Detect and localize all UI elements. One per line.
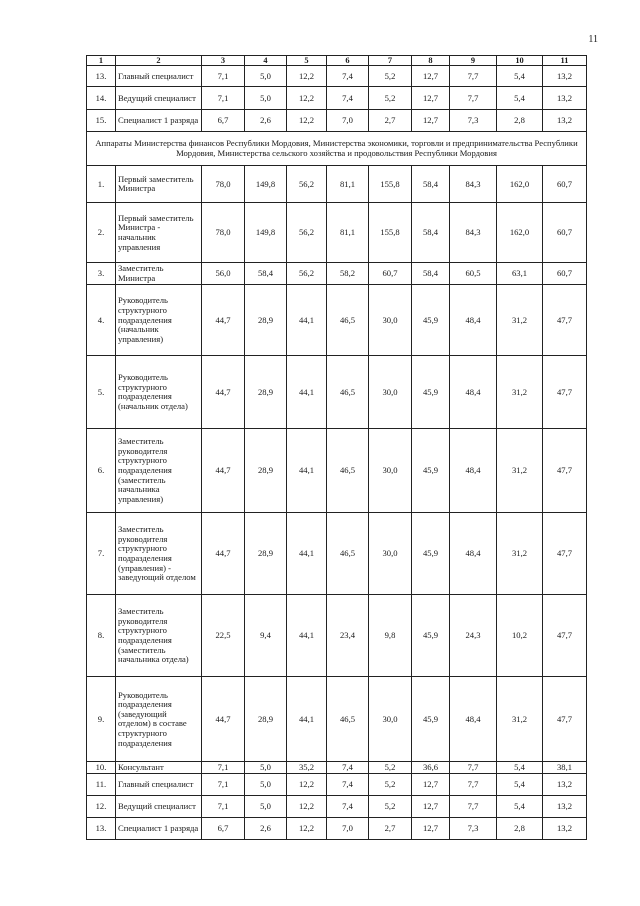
value-cell: 7,7 [450,66,497,87]
value-cell: 63,1 [497,263,543,285]
section-title: Аппараты Министерства финансов Республики Мордовия, Министерства экономики, торговли и предпринимательства Республики Мордовия, Министерства сельского хозяйства и продовольствия Республики Мордовия [87,132,587,166]
value-cell: 58,4 [412,263,450,285]
value-cell: 7,1 [202,87,245,110]
value-cell: 12,7 [412,796,450,818]
row-number: 12. [87,796,116,818]
value-cell: 7,7 [450,87,497,110]
value-cell: 2,8 [497,818,543,840]
value-cell: 7,4 [327,762,369,774]
value-cell: 9,4 [245,595,287,677]
value-cell: 31,2 [497,285,543,356]
value-cell: 7,4 [327,87,369,110]
position-title: Ведущий специалист [116,87,202,110]
table-row [87,263,587,285]
value-cell: 30,0 [369,513,412,595]
value-cell: 45,9 [412,595,450,677]
value-cell: 44,7 [202,356,245,429]
value-cell: 7,1 [202,66,245,87]
value-cell: 5,4 [497,774,543,796]
row-number: 14. [87,87,116,110]
value-cell: 48,4 [450,285,497,356]
value-cell: 155,8 [369,166,412,203]
table-row [87,285,587,356]
value-cell: 149,8 [245,203,287,263]
value-cell: 30,0 [369,677,412,762]
value-cell: 5,4 [497,762,543,774]
value-cell: 7,1 [202,762,245,774]
value-cell: 47,7 [543,429,587,513]
value-cell: 44,1 [287,285,327,356]
salary-table [86,55,587,840]
value-cell: 44,1 [287,513,327,595]
value-cell: 56,0 [202,263,245,285]
value-cell: 47,7 [543,285,587,356]
row-number: 9. [87,677,116,762]
value-cell: 78,0 [202,203,245,263]
value-cell: 45,9 [412,356,450,429]
column-number: 3 [202,56,245,66]
row-number: 2. [87,203,116,263]
value-cell: 44,1 [287,677,327,762]
value-cell: 5,0 [245,774,287,796]
value-cell: 2,7 [369,818,412,840]
value-cell: 30,0 [369,285,412,356]
row-number: 8. [87,595,116,677]
value-cell: 28,9 [245,285,287,356]
value-cell: 2,6 [245,818,287,840]
row-number: 10. [87,762,116,774]
value-cell: 48,4 [450,513,497,595]
position-title: Заместитель руководителя структурного подразделения (заместитель начальника отдела) [116,595,202,677]
value-cell: 5,0 [245,66,287,87]
value-cell: 31,2 [497,429,543,513]
value-cell: 28,9 [245,356,287,429]
value-cell: 60,7 [543,203,587,263]
position-title: Заместитель Министра [116,263,202,285]
column-number: 1 [87,56,116,66]
value-cell: 7,1 [202,796,245,818]
row-number: 13. [87,66,116,87]
value-cell: 12,7 [412,87,450,110]
value-cell: 44,7 [202,677,245,762]
value-cell: 84,3 [450,203,497,263]
table-row [87,110,587,132]
column-number: 9 [450,56,497,66]
value-cell: 38,1 [543,762,587,774]
value-cell: 46,5 [327,285,369,356]
value-cell: 48,4 [450,356,497,429]
value-cell: 45,9 [412,285,450,356]
value-cell: 13,2 [543,110,587,132]
value-cell: 60,7 [543,263,587,285]
table-row [87,762,587,774]
row-number: 7. [87,513,116,595]
value-cell: 2,8 [497,110,543,132]
position-title: Специалист 1 разряда [116,110,202,132]
value-cell: 47,7 [543,513,587,595]
value-cell: 7,7 [450,762,497,774]
value-cell: 13,2 [543,818,587,840]
value-cell: 28,9 [245,513,287,595]
value-cell: 5,2 [369,762,412,774]
value-cell: 35,2 [287,762,327,774]
row-number: 15. [87,110,116,132]
value-cell: 7,3 [450,818,497,840]
column-number: 11 [543,56,587,66]
column-number: 2 [116,56,202,66]
value-cell: 28,9 [245,677,287,762]
value-cell: 5,2 [369,796,412,818]
value-cell: 162,0 [497,203,543,263]
table-row [87,429,587,513]
row-number: 11. [87,774,116,796]
position-title: Заместитель руководителя структурного подразделения (управления) - заведующий отделом [116,513,202,595]
column-number-header [87,56,587,66]
row-number: 6. [87,429,116,513]
value-cell: 56,2 [287,263,327,285]
column-number: 7 [369,56,412,66]
value-cell: 48,4 [450,429,497,513]
value-cell: 12,7 [412,110,450,132]
value-cell: 30,0 [369,429,412,513]
value-cell: 56,2 [287,203,327,263]
table-body [87,66,587,840]
value-cell: 2,6 [245,110,287,132]
table-row [87,595,587,677]
table-row [87,166,587,203]
position-title: Главный специалист [116,66,202,87]
value-cell: 7,3 [450,110,497,132]
value-cell: 45,9 [412,513,450,595]
page-number: 11 [588,34,598,45]
table-row [87,203,587,263]
value-cell: 47,7 [543,356,587,429]
value-cell: 155,8 [369,203,412,263]
value-cell: 46,5 [327,429,369,513]
value-cell: 5,2 [369,66,412,87]
column-number: 4 [245,56,287,66]
value-cell: 13,2 [543,774,587,796]
value-cell: 24,3 [450,595,497,677]
value-cell: 58,4 [245,263,287,285]
column-number: 8 [412,56,450,66]
value-cell: 149,8 [245,166,287,203]
value-cell: 9,8 [369,595,412,677]
value-cell: 45,9 [412,429,450,513]
position-title: Специалист 1 разряда [116,818,202,840]
table-row [87,356,587,429]
value-cell: 47,7 [543,595,587,677]
value-cell: 58,2 [327,263,369,285]
table-row [87,774,587,796]
value-cell: 5,4 [497,87,543,110]
value-cell: 6,7 [202,818,245,840]
value-cell: 12,2 [287,66,327,87]
value-cell: 12,7 [412,774,450,796]
position-title: Главный специалист [116,774,202,796]
value-cell: 58,4 [412,166,450,203]
value-cell: 23,4 [327,595,369,677]
value-cell: 2,7 [369,110,412,132]
value-cell: 12,2 [287,818,327,840]
value-cell: 58,4 [412,203,450,263]
row-number: 3. [87,263,116,285]
position-title: Ведущий специалист [116,796,202,818]
value-cell: 5,2 [369,774,412,796]
value-cell: 10,2 [497,595,543,677]
value-cell: 7,4 [327,796,369,818]
value-cell: 7,0 [327,818,369,840]
column-number: 5 [287,56,327,66]
value-cell: 60,7 [369,263,412,285]
value-cell: 44,7 [202,429,245,513]
position-title: Руководитель подразделения (заведующий отделом) в составе структурного подразделения [116,677,202,762]
value-cell: 5,4 [497,66,543,87]
value-cell: 5,0 [245,796,287,818]
value-cell: 46,5 [327,513,369,595]
value-cell: 5,0 [245,762,287,774]
value-cell: 81,1 [327,203,369,263]
value-cell: 13,2 [543,66,587,87]
table-row [87,677,587,762]
value-cell: 31,2 [497,513,543,595]
value-cell: 46,5 [327,677,369,762]
value-cell: 46,5 [327,356,369,429]
value-cell: 78,0 [202,166,245,203]
value-cell: 44,7 [202,513,245,595]
value-cell: 162,0 [497,166,543,203]
value-cell: 60,7 [543,166,587,203]
value-cell: 12,2 [287,110,327,132]
table-row [87,796,587,818]
value-cell: 6,7 [202,110,245,132]
value-cell: 44,1 [287,429,327,513]
position-title: Руководитель структурного подразделения (начальник управления) [116,285,202,356]
value-cell: 60,5 [450,263,497,285]
value-cell: 7,4 [327,66,369,87]
value-cell: 47,7 [543,677,587,762]
position-title: Первый заместитель Министра - начальник управления [116,203,202,263]
column-number: 10 [497,56,543,66]
value-cell: 5,2 [369,87,412,110]
value-cell: 22,5 [202,595,245,677]
value-cell: 7,0 [327,110,369,132]
value-cell: 13,2 [543,87,587,110]
value-cell: 44,1 [287,356,327,429]
value-cell: 31,2 [497,677,543,762]
value-cell: 48,4 [450,677,497,762]
value-cell: 12,7 [412,818,450,840]
value-cell: 30,0 [369,356,412,429]
value-cell: 5,4 [497,796,543,818]
value-cell: 12,2 [287,796,327,818]
row-number: 13. [87,818,116,840]
value-cell: 13,2 [543,796,587,818]
table-row [87,66,587,87]
value-cell: 81,1 [327,166,369,203]
table-row [87,818,587,840]
value-cell: 56,2 [287,166,327,203]
value-cell: 84,3 [450,166,497,203]
value-cell: 7,7 [450,796,497,818]
value-cell: 44,7 [202,285,245,356]
position-title: Руководитель структурного подразделения (начальник отдела) [116,356,202,429]
value-cell: 5,0 [245,87,287,110]
column-number: 6 [327,56,369,66]
table-row [87,513,587,595]
value-cell: 28,9 [245,429,287,513]
position-title: Консультант [116,762,202,774]
section-row [87,132,587,166]
value-cell: 12,2 [287,774,327,796]
position-title: Первый заместитель Министра [116,166,202,203]
row-number: 1. [87,166,116,203]
value-cell: 12,2 [287,87,327,110]
value-cell: 36,6 [412,762,450,774]
value-cell: 12,7 [412,66,450,87]
value-cell: 44,1 [287,595,327,677]
table-row [87,87,587,110]
value-cell: 7,1 [202,774,245,796]
value-cell: 7,4 [327,774,369,796]
row-number: 4. [87,285,116,356]
value-cell: 45,9 [412,677,450,762]
value-cell: 7,7 [450,774,497,796]
position-title: Заместитель руководителя структурного подразделения (заместитель начальника управления) [116,429,202,513]
row-number: 5. [87,356,116,429]
value-cell: 31,2 [497,356,543,429]
